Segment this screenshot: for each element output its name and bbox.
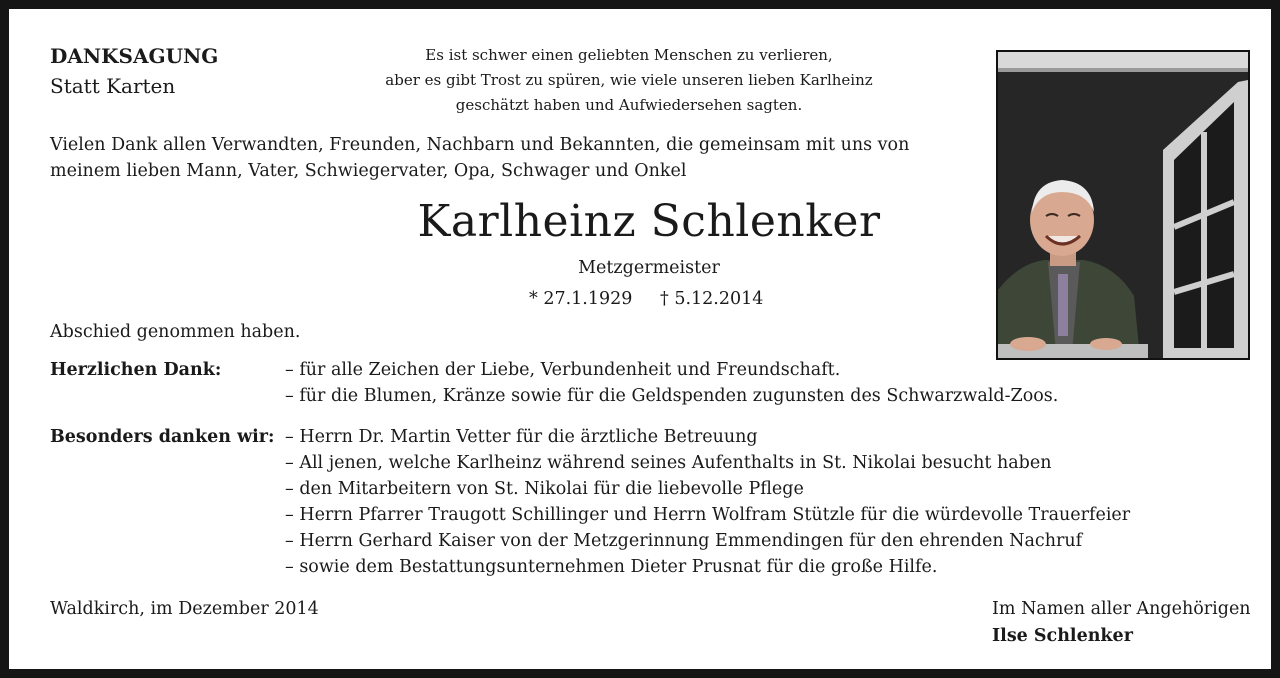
special-thanks-label: Besonders danken wir:	[50, 427, 275, 447]
intro-line-1: Vielen Dank allen Verwandten, Freunden, Nachbarn und Bekannten, die gemeinsam mit uns von	[50, 135, 910, 155]
place-date: Waldkirch, im Dezember 2014	[50, 599, 319, 619]
death-date: † 5.12.2014	[660, 289, 764, 309]
farewell-text: Abschied genommen haben.	[50, 322, 301, 342]
signature-intro: Im Namen aller Angehörigen	[992, 599, 1251, 619]
portrait-photo	[996, 50, 1250, 360]
heading-title: DANKSAGUNG	[50, 44, 219, 68]
quote-line-1: Es ist schwer einen geliebten Menschen zu verlieren,	[425, 46, 833, 64]
special-thanks-item: – Herrn Dr. Martin Vetter für die ärztliche Betreuung	[285, 427, 758, 447]
heading-subtitle: Statt Karten	[50, 74, 176, 98]
quote-line-3: geschätzt haben und Aufwiedersehen sagten.	[455, 96, 803, 114]
thanks-label: Herzlichen Dank:	[50, 360, 222, 380]
special-thanks-item: – All jenen, welche Karlheinz während seines Aufenthalts in St. Nikolai besucht haben	[285, 453, 1052, 473]
special-thanks-item: – Herrn Pfarrer Traugott Schillinger und Herrn Wolfram Stützle für die würdevolle Trauerfeier	[285, 505, 1131, 525]
portrait-photo-illustration	[998, 52, 1248, 358]
signature-name: Ilse Schlenker	[992, 626, 1133, 646]
quote-line-2: aber es gibt Trost zu spüren, wie viele unseren lieben Karlheinz	[385, 71, 873, 89]
special-thanks-item: – den Mitarbeitern von St. Nikolai für die liebevolle Pflege	[285, 479, 804, 499]
intro-line-2: meinem lieben Mann, Vater, Schwiegervater, Opa, Schwager und Onkel	[50, 161, 687, 181]
special-thanks-item: – sowie dem Bestattungsunternehmen Dieter Prusnat für die große Hilfe.	[285, 557, 938, 577]
deceased-name: Karlheinz Schlenker	[417, 196, 881, 247]
deceased-profession: Metzgermeister	[578, 258, 720, 278]
thanks-item: – für die Blumen, Kränze sowie für die Geldspenden zugunsten des Schwarzwald-Zoos.	[285, 386, 1059, 406]
thanks-item: – für alle Zeichen der Liebe, Verbundenheit und Freundschaft.	[285, 360, 841, 380]
birth-date: * 27.1.1929	[529, 289, 633, 309]
special-thanks-item: – Herrn Gerhard Kaiser von der Metzgerinnung Emmendingen für den ehrenden Nachruf	[285, 531, 1083, 551]
